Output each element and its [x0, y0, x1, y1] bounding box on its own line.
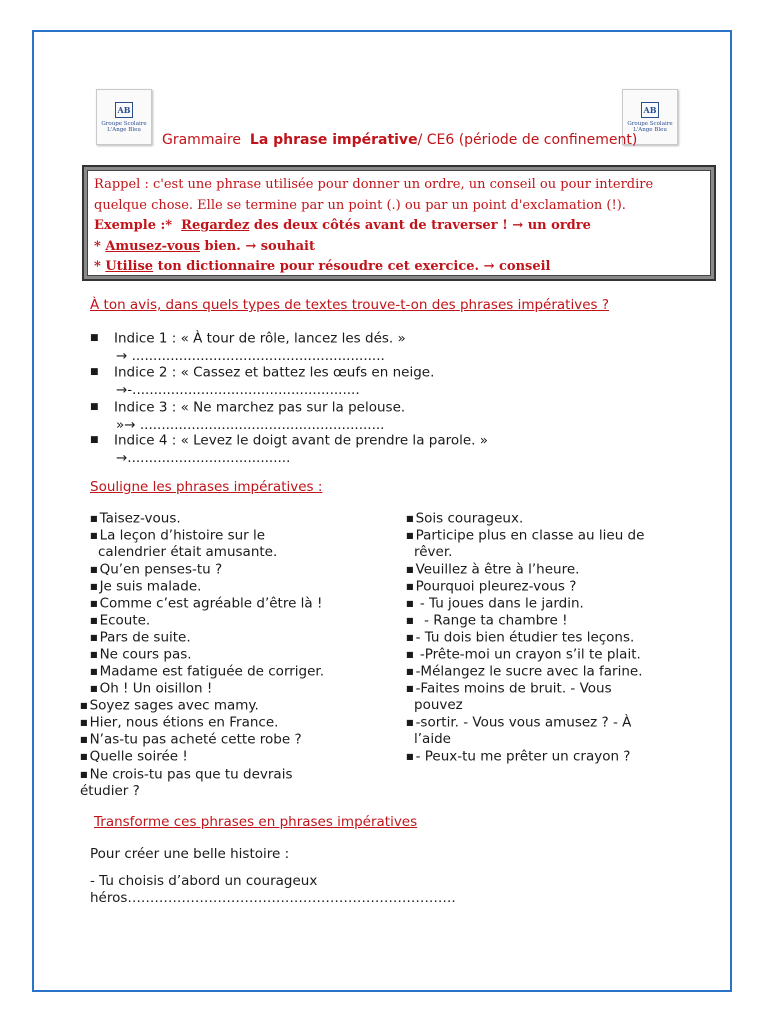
sentence-item: ■ - Peux-tu me prêter un crayon ? [406, 748, 631, 765]
sentence-item: ■ Ne cours pas. [90, 646, 192, 663]
rappel-example [94, 216, 704, 237]
section-heading: Souligne les phrases impératives : [90, 479, 323, 495]
sentence-item: ■ Taisez-vous. [90, 510, 181, 527]
question-heading: À ton avis, dans quels types de textes trouve-t-on des phrases impératives ? [90, 297, 609, 313]
sentence-item: ■ Veuillez à être à l’heure. [406, 561, 580, 578]
example-rest: bien. → souhait [199, 238, 315, 254]
title-suffix: / CE6 (période de confinement) [417, 132, 638, 148]
exercise-line: héros………………………………………………………………. [90, 890, 456, 906]
sentence-item: ■ Pourquoi pleurez-vous ? [406, 578, 577, 595]
list-item: ■ Indice 2 : « Cassez et battez les œufs en neige. →-..................................................... [90, 364, 435, 398]
example-star: * [94, 238, 106, 254]
sentence-item: ■ Madame est fatiguée de corriger. [90, 663, 325, 680]
sentence-item: ■ Quelle soirée ! [80, 748, 188, 765]
sentence-item: ■ -sortir. - Vous vous amusez ? - À [406, 714, 632, 731]
answer-line: → ........................................................... [116, 347, 385, 364]
school-logo-left [96, 89, 152, 145]
sentence-item: ■ Sois courageux. [406, 510, 524, 527]
sentence-item: ■ Hier, nous étions en France. [80, 714, 279, 731]
rappel-line: quelque chose. Elle se termine par un point (.) ou par un point d'exclamation (!). [94, 197, 626, 213]
page-title [162, 132, 637, 148]
sentence-item: ■ - Tu dois bien étudier tes leçons. [406, 629, 635, 646]
example-word: Regardez [181, 218, 250, 233]
sentence-item: ■ -Prête-moi un crayon s’il te plait. [406, 646, 641, 663]
title-prefix: Grammaire [162, 132, 241, 148]
sentence-item: ■ Ne crois-tu pas que tu devrais [80, 766, 293, 783]
indice-text: Indice 3 : « Ne marchez pas sur la pelouse. [114, 399, 406, 416]
rappel-line: Rappel : c'est une phrase utilisée pour donner un ordre, un conseil ou pour interdire [94, 177, 654, 192]
answer-line: »→ ......................................................... [116, 416, 385, 433]
sentence-item: ■ La leçon d’histoire sur le [90, 527, 266, 544]
sentence-item-continued: rêver. [414, 544, 453, 560]
sentence-item: ■ Pars de suite. [90, 629, 191, 646]
title-main: La phrase impérative [249, 132, 418, 148]
rappel-example [94, 257, 704, 278]
rappel-box [82, 165, 716, 281]
logo-text-line: Groupe Scolaire [627, 120, 673, 127]
section-heading: Transforme ces phrases en phrases impératives [94, 814, 418, 830]
list-item: ■ Indice 1 : « À tour de rôle, lancez les dés. » → ........................................................... [90, 330, 406, 364]
example-rest: des deux côtés avant de traverser ! → un ordre [249, 218, 591, 233]
sentence-item-continued: pouvez [414, 697, 463, 713]
logo-text-line: Groupe Scolaire [101, 120, 147, 127]
sentence-item: ■ Soyez sages avec mamy. [80, 697, 259, 714]
example-label: Exemple :* [94, 218, 173, 233]
indice-text: Indice 4 : « Levez le doigt avant de prendre la parole. » [114, 432, 489, 449]
instruction-text: Pour créer une belle histoire : [90, 846, 290, 862]
example-word: Amusez-vous [105, 238, 200, 254]
example-rest: ton dictionnaire pour résoudre cet exercice. → conseil [153, 259, 551, 274]
answer-line: →-..................................................... [116, 381, 360, 398]
example-word: Utilise [105, 259, 154, 274]
sentence-item: ■ N’as-tu pas acheté cette robe ? [80, 731, 302, 748]
sentence-item-continued: calendrier était amusante. [98, 544, 278, 560]
rappel-content [87, 170, 711, 276]
example-star: * [94, 259, 106, 274]
indice-text: Indice 1 : « À tour de rôle, lancez les dés. » [114, 330, 406, 347]
answer-line: →...................................... [116, 449, 291, 466]
sentence-item: ■ -Mélangez le sucre avec la farine. [406, 663, 643, 680]
sentence-item: ■ Qu’en penses-tu ? [90, 561, 223, 578]
sentence-item: ■ - Tu joues dans le jardin. [406, 595, 584, 612]
logo-mark: AB [115, 102, 133, 118]
indice-text: Indice 2 : « Cassez et battez les œufs en neige. [114, 364, 435, 381]
sentence-item: ■ Comme c’est agréable d’être là ! [90, 595, 323, 612]
sentence-item-continued: étudier ? [80, 783, 140, 799]
rappel-example [94, 237, 704, 258]
list-item: ■ Indice 4 : « Levez le doigt avant de prendre la parole. » →...................................... [90, 432, 489, 466]
sentence-item-continued: l’aide [414, 731, 451, 747]
sentence-item: ■ -Faites moins de bruit. - Vous [406, 680, 612, 697]
exercise-line: - Tu choisis d’abord un courageux [90, 873, 318, 889]
sentence-item: ■ Participe plus en classe au lieu de [406, 527, 645, 544]
logo-mark: AB [641, 102, 659, 118]
logo-text-line: L'Ange Bleu [633, 126, 667, 133]
sentence-item: ■ Ecoute. [90, 612, 151, 629]
sentence-item: ■ Je suis malade. [90, 578, 202, 595]
list-item: ■ Indice 3 : « Ne marchez pas sur la pelouse. »→ ......................................................... [90, 399, 406, 433]
sentence-item: ■ - Range ta chambre ! [406, 612, 568, 629]
sentence-item: ■ Oh ! Un oisillon ! [90, 680, 213, 697]
logo-text-line: L'Ange Bleu [107, 126, 141, 133]
